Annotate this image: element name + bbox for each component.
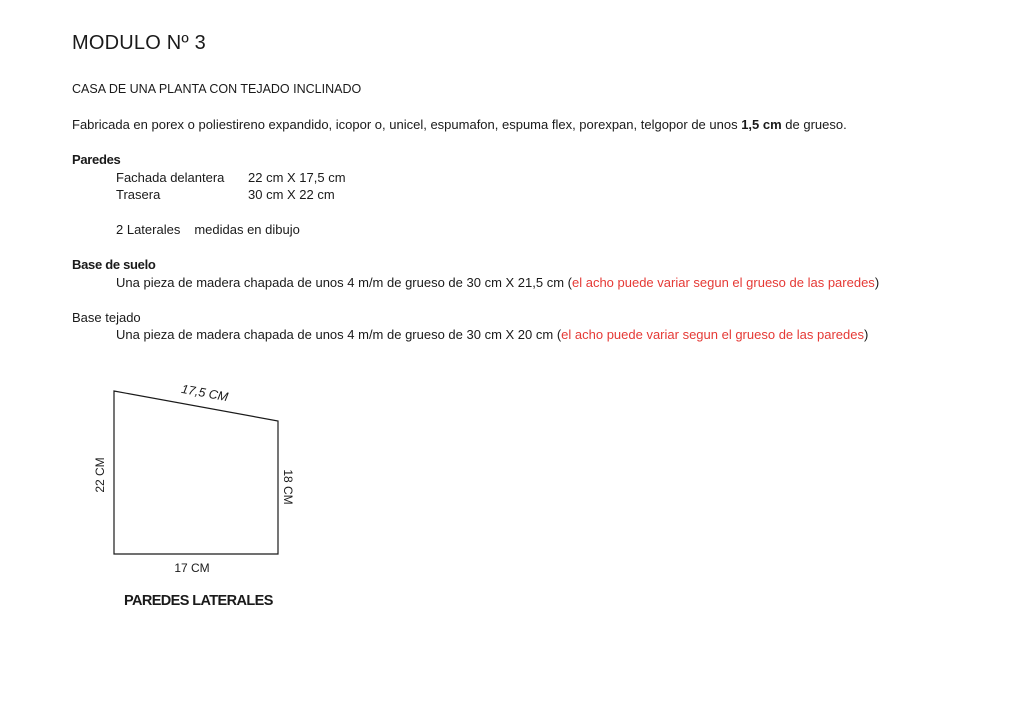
base-suelo-close: ): [874, 275, 880, 290]
laterales-value: medidas en dibujo: [194, 222, 300, 237]
base-suelo-text: [116, 275, 879, 290]
right-dimension-label: 18 CM: [281, 469, 295, 505]
intro-text-end: de grueso.: [781, 117, 847, 132]
pared-laterales: [116, 222, 300, 237]
pared-item-fachada: [116, 170, 346, 185]
left-dimension-label: 22 CM: [93, 457, 107, 493]
lateral-wall-diagram: [80, 375, 320, 585]
base-suelo-heading: Base de suelo: [72, 257, 156, 272]
page-title: MODULO Nº 3: [72, 32, 206, 54]
base-suelo-note: el acho puede variar segun el grueso de las paredes: [571, 275, 875, 290]
base-suelo-desc: Una pieza de madera chapada de unos 4 m/m de grueso de 30 cm X 21,5 cm (: [116, 275, 572, 290]
base-tejado-close: ): [863, 327, 869, 342]
diagram-caption: PAREDES LATERALES: [124, 593, 273, 609]
subtitle: CASA DE UNA PLANTA CON TEJADO INCLINADO: [72, 82, 362, 96]
lateral-wall-outline: [114, 391, 278, 554]
base-tejado-note: el acho puede variar segun el grueso de las paredes: [561, 327, 864, 342]
base-tejado-desc: Una pieza de madera chapada de unos 4 m/m de grueso de 30 cm X 20 cm (: [116, 327, 562, 342]
intro-text: Fabricada en porex o poliestireno expandido, icopor o, unicel, espumafon, espuma flex, porexpan, telgopor de unos: [72, 117, 742, 132]
base-tejado-text: [116, 327, 868, 342]
pared-item-trasera: [116, 187, 335, 202]
top-dimension-label: 17,5 CM: [180, 381, 230, 405]
pared-item-label: Fachada delantera: [116, 170, 225, 185]
pared-item-label: Trasera: [116, 187, 161, 202]
paredes-heading: Paredes: [72, 152, 121, 167]
bottom-dimension-label: 17 CM: [174, 561, 210, 575]
laterales-label: 2 Laterales: [116, 222, 181, 237]
pared-item-value: 30 cm X 22 cm: [248, 187, 335, 202]
base-tejado-heading: Base tejado: [72, 310, 141, 325]
pared-item-value: 22 cm X 17,5 cm: [248, 170, 346, 185]
intro-paragraph: [72, 117, 847, 132]
intro-thickness: 1,5 cm: [741, 117, 782, 132]
